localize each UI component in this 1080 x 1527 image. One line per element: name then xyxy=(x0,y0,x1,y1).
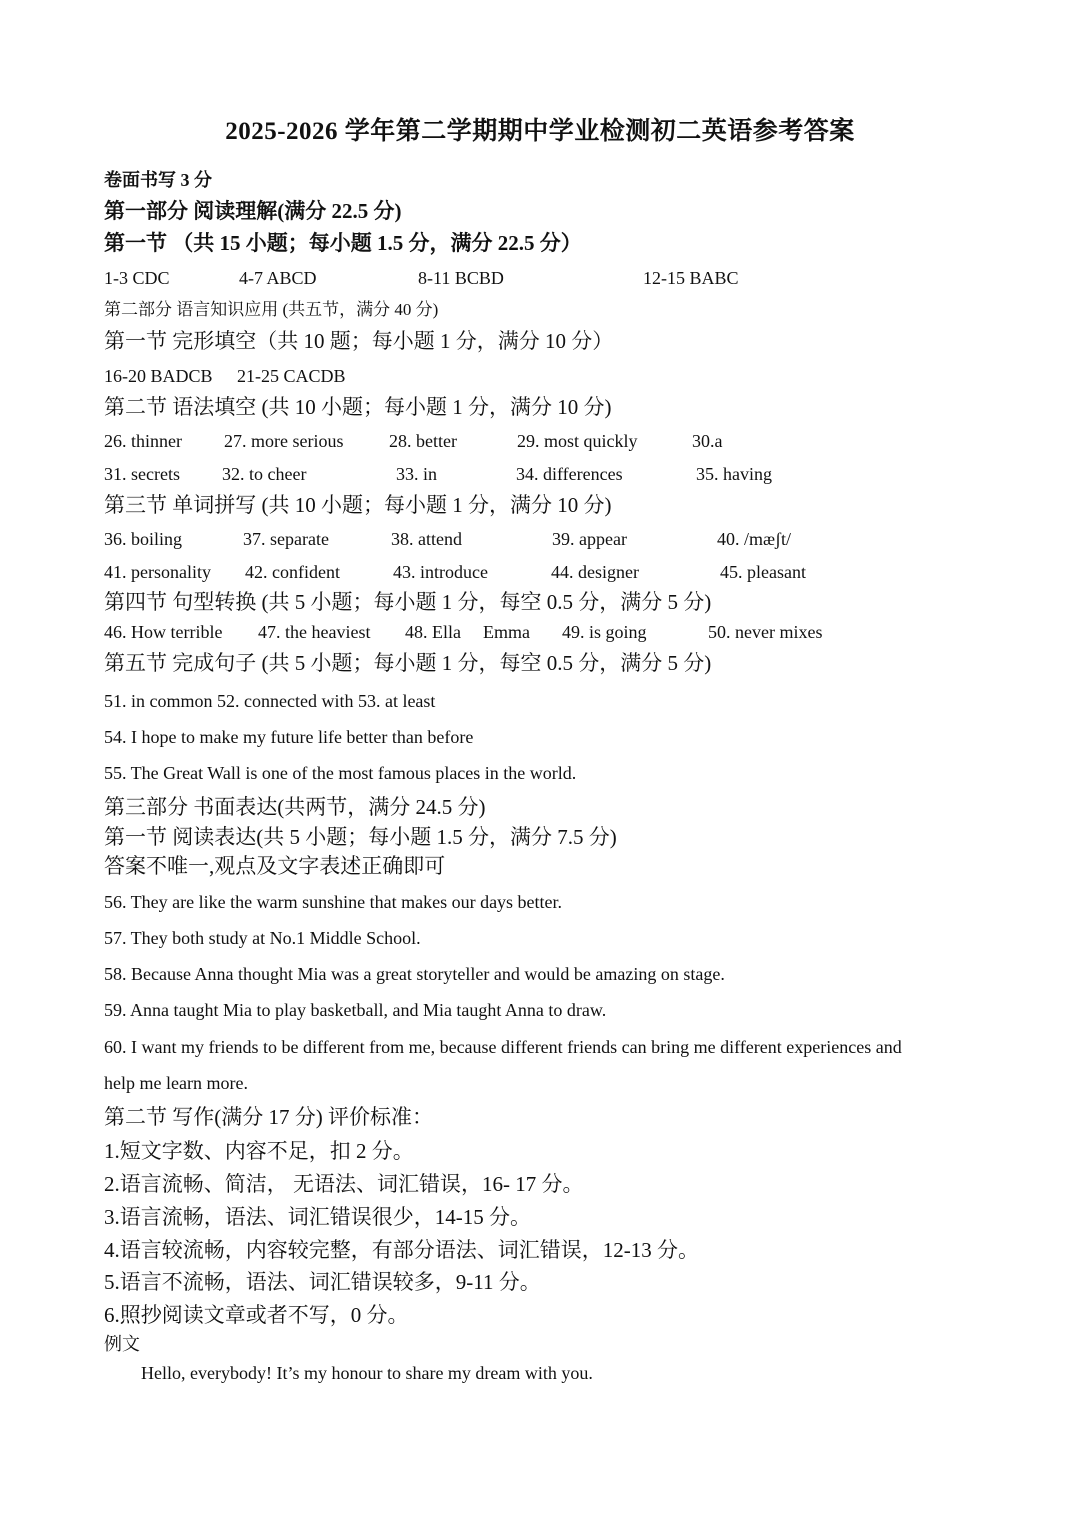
answer-item: 46. How terrible xyxy=(104,622,223,642)
answer-item: 47. the heaviest xyxy=(258,622,371,642)
answer-item: 26. thinner xyxy=(104,431,182,451)
transform-heading: 第四节 句型转换 (共 5 小题；每小题 1 分，每空 0.5 分，满分 5 分) xyxy=(104,590,712,614)
complete-heading: 第五节 完成句子 (共 5 小题；每小题 1 分，每空 0.5 分，满分 5 分) xyxy=(104,651,712,675)
answer-56: 56. They are like the warm sunshine that makes our days better. xyxy=(104,892,563,912)
answer-58: 58. Because Anna thought Mia was a great storyteller and would be amazing on stage. xyxy=(104,964,725,984)
page-title: 2025-2026 学年第二学期期中学业检测初二英语参考答案 xyxy=(225,118,855,145)
answer-57: 57. They both study at No.1 Middle School. xyxy=(104,928,421,948)
answer-item: 35. having xyxy=(696,464,772,484)
answer-item: 36. boiling xyxy=(104,529,183,549)
sample-essay-label: 例文 xyxy=(104,1334,140,1354)
criterion-item: 4.语言较流畅，内容较完整，有部分语法、词汇错误，12-13 分。 xyxy=(104,1238,699,1262)
part3-heading: 第三部分 书面表达(共两节，满分 24.5 分) xyxy=(104,795,486,819)
reading-note: 答案不唯一,观点及文字表述正确即可 xyxy=(104,854,446,878)
criterion-item: 5.语言不流畅，语法、词汇错误较多，9-11 分。 xyxy=(104,1270,541,1294)
answer-60: 60. I want my friends to be different from me, because different friends can bring me different experiences and xyxy=(104,1037,902,1057)
criterion-item: 3.语言流畅，语法、词汇错误很少，14-15 分。 xyxy=(104,1205,531,1229)
answer-item: 28. better xyxy=(389,431,457,451)
criterion-item: 1.短文字数、内容不足，扣 2 分。 xyxy=(104,1139,414,1163)
complete-answers-51-53: 51. in common 52. connected with 53. at least xyxy=(104,691,436,711)
answer-item: 30.a xyxy=(692,431,723,451)
answer-item: 44. designer xyxy=(551,562,639,582)
answer-item: 50. never mixes xyxy=(708,622,823,642)
answer-item: 45. pleasant xyxy=(720,562,806,582)
spelling-heading: 第三节 单词拼写 (共 10 小题；每小题 1 分，满分 10 分) xyxy=(104,493,612,517)
handwriting-score: 卷面书写 3 分 xyxy=(104,170,212,190)
answer-item: 43. introduce xyxy=(393,562,488,582)
answer-group: 16-20 BADCB xyxy=(104,366,213,386)
answer-59: 59. Anna taught Mia to play basketball, and Mia taught Anna to draw. xyxy=(104,1000,607,1020)
answer-group: 21-25 CACDB xyxy=(237,366,346,386)
answer-item: 27. more serious xyxy=(224,431,344,451)
answer-item: 38. attend xyxy=(391,529,462,549)
answer-group: 4-7 ABCD xyxy=(239,268,317,288)
answer-54: 54. I hope to make my future life better than before xyxy=(104,727,474,747)
answer-item: 32. to cheer xyxy=(222,464,307,484)
part1-heading: 第一部分 阅读理解(满分 22.5 分) xyxy=(104,199,402,223)
answer-item: 39. appear xyxy=(552,529,627,549)
answer-group: 12-15 BABC xyxy=(643,268,739,288)
answer-item: 31. secrets xyxy=(104,464,180,484)
reading-heading: 第一节 阅读表达(共 5 小题；每小题 1.5 分，满分 7.5 分) xyxy=(104,825,617,849)
answer-item: Emma xyxy=(483,622,530,642)
answer-item: 40. /mæʃt/ xyxy=(717,529,792,549)
criterion-item: 6.照抄阅读文章或者不写，0 分。 xyxy=(104,1303,409,1327)
answer-item: 42. confident xyxy=(245,562,340,582)
writing-heading: 第二节 写作(满分 17 分) 评价标准： xyxy=(104,1105,433,1129)
answer-60-continued: help me learn more. xyxy=(104,1073,248,1093)
cloze-heading: 第一节 完形填空（共 10 题；每小题 1 分，满分 10 分） xyxy=(104,329,614,353)
answer-item: 34. differences xyxy=(516,464,623,484)
criterion-item: 2.语言流畅、简洁， 无语法、词汇错误，16- 17 分。 xyxy=(104,1172,584,1196)
answer-item: 49. is going xyxy=(562,622,647,642)
grammar-heading: 第二节 语法填空 (共 10 小题；每小题 1 分，满分 10 分) xyxy=(104,395,612,419)
answer-item: 33. in xyxy=(396,464,438,484)
part2-heading: 第二部分 语言知识应用 (共五节，满分 40 分) xyxy=(104,300,439,319)
answer-group: 8-11 BCBD xyxy=(418,268,504,288)
answer-group: 1-3 CDC xyxy=(104,268,170,288)
part1-section1-heading: 第一节 （共 15 小题；每小题 1.5 分，满分 22.5 分） xyxy=(104,231,582,255)
answer-item: 48. Ella xyxy=(405,622,461,642)
answer-item: 37. separate xyxy=(243,529,329,549)
answer-item: 41. personality xyxy=(104,562,211,582)
sample-essay-text: Hello, everybody! It’s my honour to share my dream with you. xyxy=(141,1363,593,1383)
answer-item: 29. most quickly xyxy=(517,431,638,451)
answer-55: 55. The Great Wall is one of the most famous places in the world. xyxy=(104,763,577,783)
